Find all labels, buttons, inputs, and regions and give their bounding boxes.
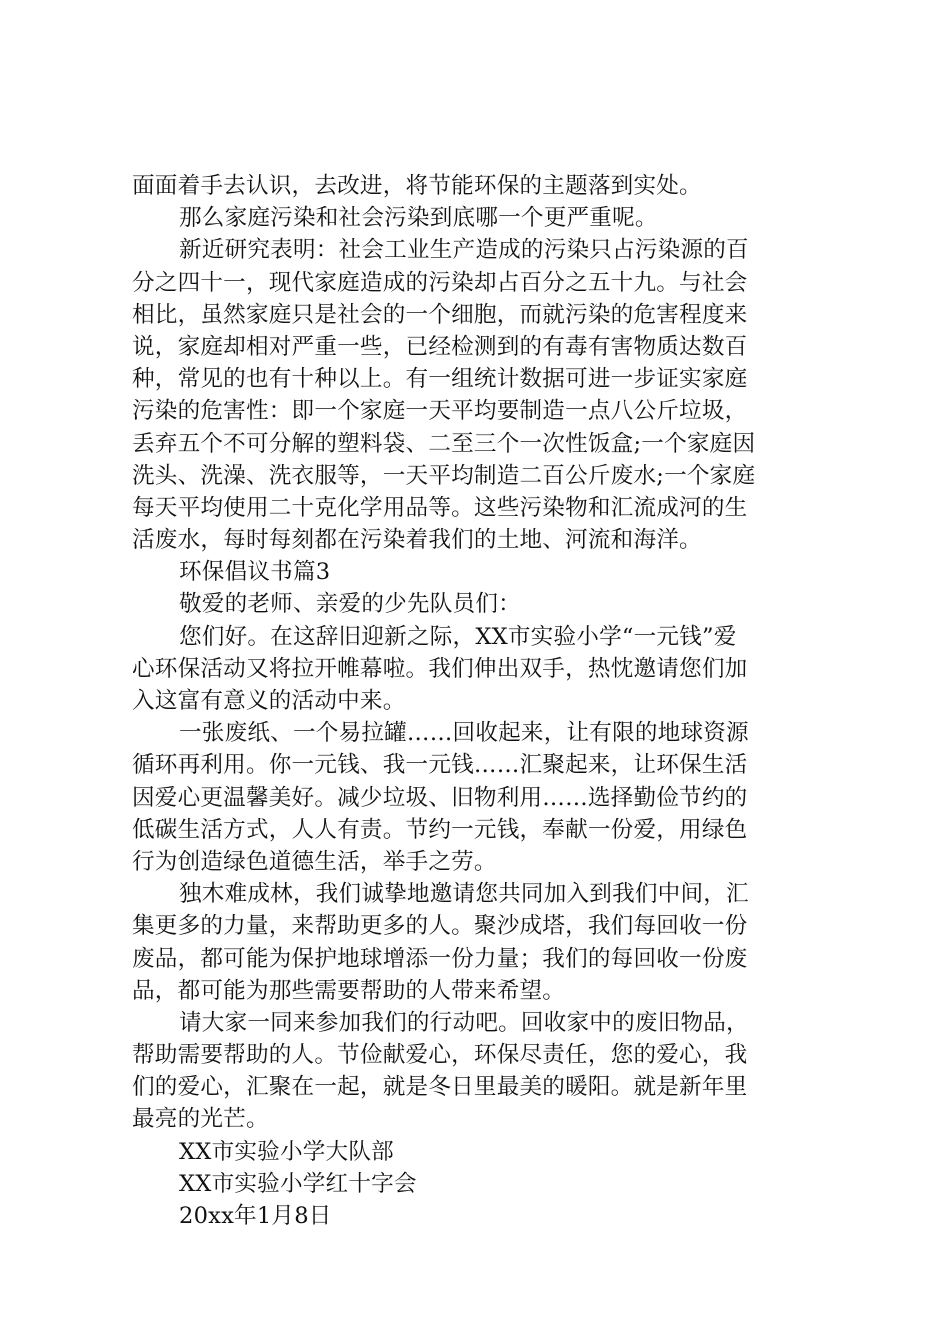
paragraph-line: 废品，都可能为保护地球增添一份力量；我们的每回收一份废 — [132, 945, 748, 972]
paragraph-line: 丢弃五个不可分解的塑料袋、二至三个一次性饭盒;一个家庭因 — [132, 430, 756, 457]
paragraph-line: 独木难成林，我们诚挚地邀请您共同加入到我们中间，汇 — [179, 881, 749, 908]
paragraph-line: 帮助需要帮助的人。节俭献爱心，环保尽责任，您的爱心，我 — [132, 1042, 748, 1069]
signature-line: XX市实验小学大队部 — [179, 1138, 394, 1165]
paragraph-line: 品，都可能为那些需要帮助的人带来希望。 — [132, 977, 566, 1004]
signature-line: XX市实验小学红十字会 — [179, 1170, 417, 1197]
document-body — [132, 170, 840, 1232]
paragraph-line: 请大家一同来参加我们的行动吧。回收家中的废旧物品， — [179, 1009, 749, 1036]
paragraph-line: 循环再利用。你一元钱、我一元钱……汇聚起来，让环保生活 — [132, 752, 748, 779]
paragraph-line: 面面着手去认识，去改进，将节能环保的主题落到实处。 — [132, 173, 702, 199]
paragraph-line: 污染的危害性：即一个家庭一天平均要制造一点八公斤垃圾， — [132, 398, 748, 425]
date-line: 20xx年1月8日 — [179, 1203, 332, 1229]
paragraph-line: 洗头、洗澡、洗衣服等，一天平均制造二百公斤废水;一个家庭 — [132, 462, 756, 489]
paragraph-line: 种，常见的也有十种以上。有一组统计数据可进一步证实家庭 — [132, 366, 748, 393]
paragraph-line: 每天平均使用二十克化学用品等。这些污染物和汇流成河的生 — [132, 494, 748, 521]
paragraph-line: 相比，虽然家庭只是社会的一个细胞，而就污染的危害程度来 — [132, 301, 748, 328]
paragraph-line: 低碳生活方式，人人有责。节约一元钱，奉献一份爱，用绿色 — [132, 816, 748, 843]
section-heading: 环保倡议书篇3 — [179, 559, 331, 586]
paragraph-line: 集更多的力量，来帮助更多的人。聚沙成塔，我们每回收一份 — [132, 913, 748, 940]
paragraph-line: 因爱心更温馨美好。减少垃圾、旧物利用……选择勤俭节约的 — [132, 784, 748, 811]
salutation: 敬爱的老师、亲爱的少先队员们： — [179, 591, 521, 618]
paragraph-line: 最亮的光芒。 — [132, 1106, 269, 1133]
paragraph-line: 分之四十一，现代家庭造成的污染却占百分之五十九。与社会 — [132, 269, 748, 296]
paragraph-line: 入这富有意义的活动中来。 — [132, 688, 406, 714]
paragraph-line: 您们好。在这辞旧迎新之际，XX市实验小学“一元钱”爱 — [179, 623, 737, 650]
paragraph-line: 一张废纸、一个易拉罐……回收起来，让有限的地球资源 — [179, 720, 749, 747]
paragraph-line: 行为创造绿色道德生活，举手之劳。 — [132, 848, 497, 875]
paragraph-line: 活废水，每时每刻都在污染着我们的土地、河流和海洋。 — [132, 527, 702, 554]
paragraph-line: 说，家庭却相对严重一些，已经检测到的有毒有害物质达数百 — [132, 333, 748, 360]
paragraph-line: 那么家庭污染和社会污染到底哪一个更严重呢。 — [179, 205, 658, 232]
paragraph-line: 们的爱心，汇聚在一起，就是冬日里最美的暖阳。就是新年里 — [132, 1074, 748, 1101]
paragraph-line: 心环保活动又将拉开帷幕啦。我们伸出双手，热忱邀请您们加 — [132, 655, 748, 682]
paragraph-line: 新近研究表明：社会工业生产造成的污染只占污染源的百 — [179, 237, 749, 264]
